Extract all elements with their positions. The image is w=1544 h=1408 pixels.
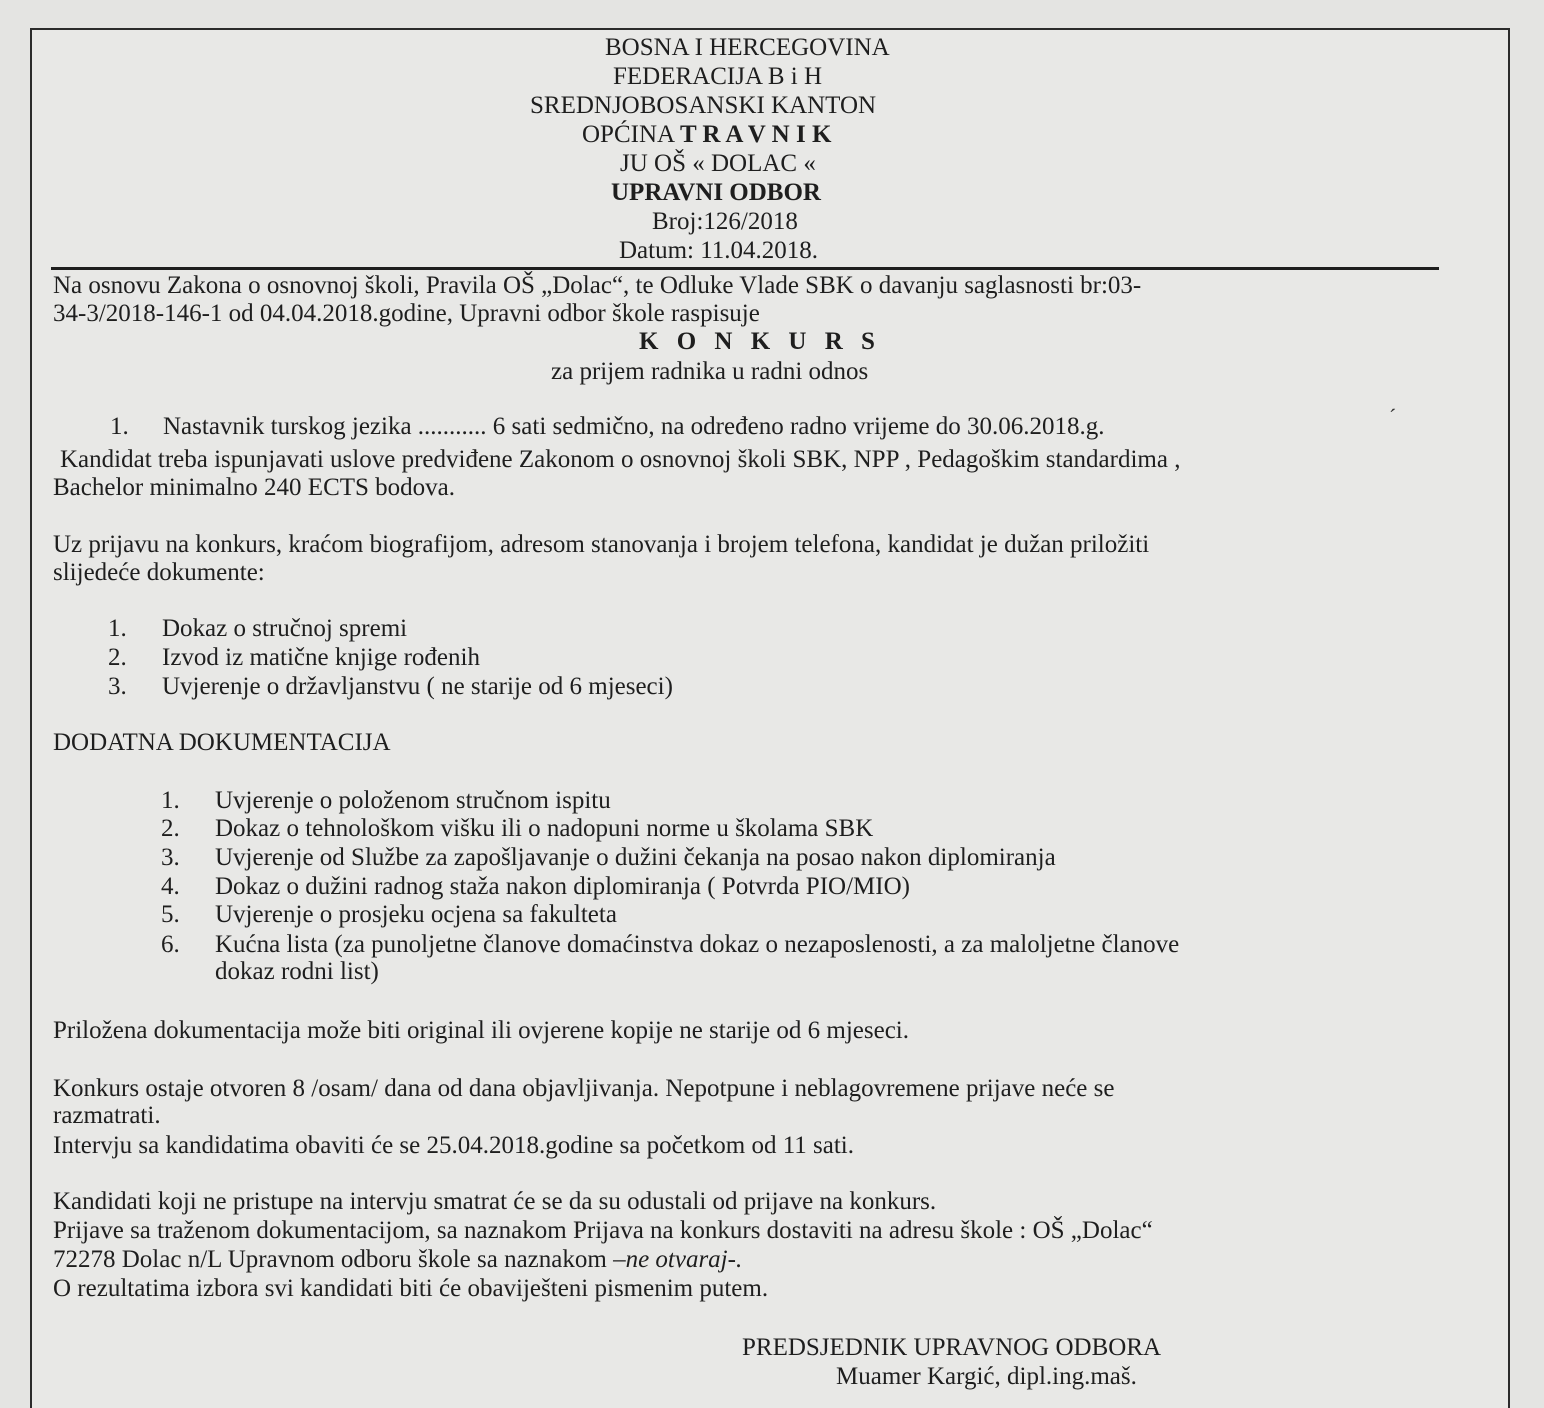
- header-federation: FEDERACIJA B i H: [613, 63, 823, 90]
- submit-note-line-2: [53, 1245, 742, 1274]
- header-municipality-name: T R A V N I K: [679, 121, 832, 148]
- document-number: 2.: [108, 644, 127, 671]
- position-text: Nastavnik turskog jezika ........... 6 sati sedmično, na određeno radno vrijeme do 30.06.2018.g.: [163, 413, 1105, 440]
- header-municipality: [582, 120, 831, 149]
- competition-title: K O N K U R S: [639, 328, 881, 355]
- submit-note-line-1: Prijave sa traženom dokumentacijom, sa naznakom Prijava na konkurs dostaviti na adresu škole : OŠ „Dolac“: [53, 1217, 1153, 1244]
- document-item: Uvjerenje o državljanstvu ( ne starije od 6 mjeseci): [162, 673, 673, 700]
- competition-subtitle: za prijem radnika u radni odnos: [551, 358, 869, 385]
- header-school: JU OŠ « DOLAC «: [620, 150, 816, 177]
- document-item: Izvod iz matične knjige rođenih: [162, 644, 480, 671]
- extra-document-item-continuation: dokaz rodni list): [215, 958, 379, 985]
- document-item: Dokaz o stručnoj spremi: [162, 615, 408, 642]
- header-country: BOSNA I HERCEGOVINA: [605, 34, 890, 61]
- application-line-2: slijedeće dokumente:: [53, 559, 265, 586]
- extra-document-item: Dokaz o tehnološkom višku ili o nadopuni norme u školama SBK: [215, 815, 874, 842]
- signature-name: Muamer Kargić, dipl.ing.maš.: [836, 1363, 1137, 1390]
- header-divider: [51, 267, 1439, 270]
- copies-note: Priložena dokumentacija može biti original ili ovjerene kopije ne starije od 6 mjeseci.: [53, 1017, 909, 1044]
- signature-role: PREDSJEDNIK UPRAVNOG ODBORA: [742, 1334, 1162, 1361]
- extra-document-item: Kućna lista (za punoljetne članove domaćinstva dokaz o nezaposlenosti, a za maloljetne članove: [215, 931, 1180, 958]
- header-municipality-prefix: OPĆINA: [582, 121, 680, 148]
- do-not-open-label: –ne otvaraj-.: [613, 1246, 743, 1273]
- extra-document-number: 2.: [161, 815, 180, 842]
- extra-document-item: Uvjerenje o prosjeku ocjena sa fakulteta: [215, 901, 617, 928]
- extra-document-number: 6.: [161, 931, 180, 958]
- extra-document-item: Dokaz o dužini radnog staža nakon diplomiranja ( Potvrda PIO/MIO): [215, 873, 910, 900]
- header-date: Datum: 11.04.2018.: [619, 237, 819, 264]
- intro-line-2: 34-3/2018-146-1 od 04.04.2018.godine, Upravni odbor škole raspisuje: [53, 300, 760, 327]
- stray-mark: ´: [1389, 404, 1397, 429]
- header-canton: SREDNJOBOSANSKI KANTON: [530, 92, 877, 119]
- intro-line-1: Na osnovu Zakona o osnovnoj školi, Pravila OŠ „Dolac“, te Odluke Vlade SBK o davanju saglasnosti br:03-: [53, 272, 1142, 299]
- absent-note: Kandidati koji ne pristupe na intervju smatrat će se da su odustali od prijave na konkurs.: [53, 1188, 937, 1215]
- requirements-line-1: Kandidat treba ispunjavati uslove predviđene Zakonom o osnovnoj školi SBK, NPP , Pedagoškim standardima ,: [60, 446, 1181, 473]
- extra-document-number: 5.: [161, 901, 180, 928]
- extra-document-number: 1.: [161, 787, 180, 814]
- open-note-line-1: Konkurs ostaje otvoren 8 /osam/ dana od dana objavljivanja. Nepotpune i neblagovremene prijave neće se: [53, 1075, 1115, 1102]
- extra-document-number: 4.: [161, 873, 180, 900]
- extra-document-item: Uvjerenje o položenom stručnom ispitu: [215, 787, 611, 814]
- open-note-line-2: razmatrati.: [53, 1102, 161, 1129]
- application-line-1: Uz prijavu na konkurs, kraćom biografijom, adresom stanovanja i brojem telefona, kandidat je dužan priložiti: [53, 531, 1150, 558]
- submit-address: 72278 Dolac n/L Upravnom odboru škole sa naznakom: [53, 1246, 614, 1273]
- extra-heading: DODATNA DOKUMENTACIJA: [53, 729, 391, 756]
- position-number: 1.: [110, 413, 129, 440]
- results-note: O rezultatima izbora svi kandidati biti će obaviješteni pismenim putem.: [53, 1275, 769, 1302]
- interview-note: Intervju sa kandidatima obaviti će se 25.04.2018.godine sa početkom od 11 sati.: [53, 1132, 854, 1159]
- document-number: 1.: [108, 615, 127, 642]
- header-board: UPRAVNI ODBOR: [611, 179, 821, 206]
- header-number: Broj:126/2018: [652, 208, 798, 235]
- extra-document-item: Uvjerenje od Službe za zapošljavanje o dužini čekanja na posao nakon diplomiranja: [215, 844, 1056, 871]
- document-number: 3.: [108, 673, 127, 700]
- requirements-line-2: Bachelor minimalno 240 ECTS bodova.: [53, 474, 456, 501]
- extra-document-number: 3.: [161, 844, 180, 871]
